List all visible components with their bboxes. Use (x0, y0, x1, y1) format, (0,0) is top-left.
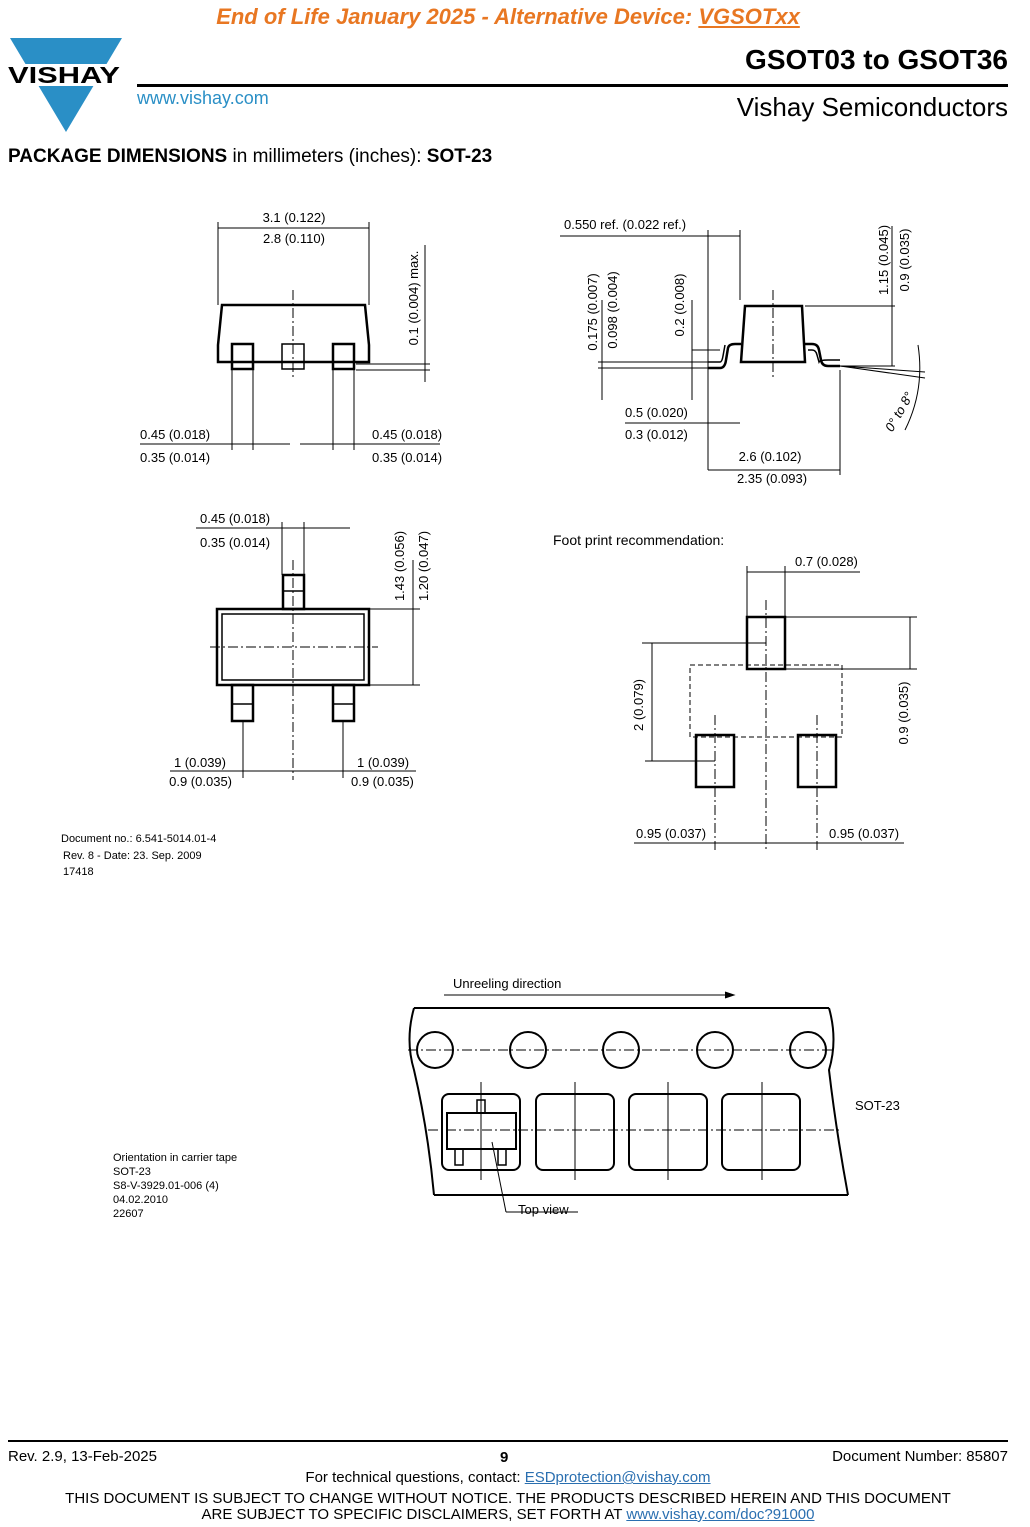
end-ref: 0.550 ref. (0.022 ref.) (564, 217, 687, 232)
logo-text: VISHAY (8, 62, 120, 88)
footer-rule (8, 1440, 1008, 1442)
top-body-min: 1.20 (0.047) (416, 530, 431, 602)
vishay-logo (8, 38, 124, 132)
tape-top-view: Top view (518, 1202, 569, 1217)
page-number: 9 (500, 1449, 509, 1466)
contact-email-link[interactable]: ESDprotection@vishay.com (524, 1469, 711, 1486)
footprint-title: Foot print recommendation: (553, 532, 725, 548)
footer-doc-number: Document Number: 85807 (832, 1448, 1008, 1465)
tape-info-date: 04.02.2010 (113, 1194, 169, 1206)
footer-contact (0, 1469, 1016, 1486)
tape-info-number: S8-V-3929.01-006 (4) (113, 1180, 219, 1192)
footer-revision: Rev. 2.9, 13-Feb-2025 (8, 1448, 157, 1465)
footer-disclaimer (0, 1491, 1016, 1523)
tape-package: SOT-23 (855, 1098, 900, 1113)
company-name: Vishay Semiconductors (736, 92, 1008, 122)
document-title: GSOT03 to GSOT36 (745, 44, 1008, 75)
end-angle: 0° to 8° (881, 389, 917, 435)
end-gauge: 0.2 (0.008) (672, 273, 687, 337)
contact-prefix: For technical questions, contact: (305, 1469, 525, 1486)
top-lead-max: 0.45 (0.018) (200, 511, 271, 526)
end-height-min: 0.9 (0.035) (897, 228, 912, 292)
top-pitch-right-min: 0.9 (0.035) (351, 774, 414, 789)
website-link[interactable]: www.vishay.com (137, 88, 269, 108)
end-foot-max: 0.5 (0.020) (625, 405, 688, 420)
side-width-max: 3.1 (0.122) (262, 210, 326, 225)
doc-info-id: 17418 (63, 866, 94, 878)
side-standoff: 0.1 (0.004) max. (406, 250, 421, 346)
footprint-view (634, 566, 917, 850)
section-heading-units: in millimeters (inches): (227, 146, 427, 167)
end-view (560, 226, 925, 475)
doc-info-number: Document no.: 6.541-5014.01-4 (61, 833, 217, 845)
disclaimer-line1: THIS DOCUMENT IS SUBJECT TO CHANGE WITHOUT NOTICE. THE PRODUCTS DESCRIBED HEREIN AND THIS DOCUMENT (65, 1490, 951, 1507)
side-lead-left-min: 0.35 (0.014) (140, 450, 211, 465)
disclaimer-link[interactable]: www.vishay.com/doc?91000 (626, 1506, 815, 1523)
end-height-max: 1.15 (0.045) (876, 224, 891, 296)
footprint-pitch-right: 0.95 (0.037) (829, 826, 900, 841)
tape-info-package: SOT-23 (113, 1166, 151, 1178)
tape-info-orientation: Orientation in carrier tape (113, 1152, 238, 1164)
carrier-tape (408, 992, 848, 1212)
end-lead-thick-min: 0.098 (0.004) (605, 271, 620, 349)
disclaimer-prefix: ARE SUBJECT TO SPECIFIC DISCLAIMERS, SET FORTH AT (201, 1506, 627, 1523)
header-rule (137, 84, 1008, 87)
tape-info-id: 22607 (113, 1208, 144, 1220)
eol-banner (0, 4, 1016, 30)
side-view (140, 222, 443, 450)
end-span-max: 2.6 (0.102) (738, 449, 802, 464)
footprint-pad-height: 0.9 (0.035) (896, 681, 911, 745)
disclaimer-line2 (0, 1507, 1016, 1523)
section-heading (8, 146, 492, 168)
doc-info-revision: Rev. 8 - Date: 23. Sep. 2009 (63, 850, 202, 862)
top-pitch-right-max: 1 (0.039) (357, 755, 410, 770)
end-span-min: 2.35 (0.093) (736, 471, 808, 486)
package-drawing (0, 180, 1030, 1250)
top-view (170, 522, 420, 780)
end-foot-min: 0.3 (0.012) (625, 427, 688, 442)
footprint-pitch-left: 0.95 (0.037) (636, 826, 707, 841)
side-lead-left-max: 0.45 (0.018) (140, 427, 211, 442)
eol-text: End of Life January 2025 - Alternative Device: (216, 4, 699, 29)
top-pitch-left-max: 1 (0.039) (173, 755, 226, 770)
end-lead-thick-max: 0.175 (0.007) (585, 273, 600, 351)
section-heading-package: SOT-23 (426, 146, 493, 167)
alternative-device-link[interactable]: VGSOTxx (698, 4, 800, 29)
top-pitch-left-min: 0.9 (0.035) (169, 774, 232, 789)
footprint-pad-width: 0.7 (0.028) (795, 554, 858, 569)
top-body-max: 1.43 (0.056) (392, 530, 407, 602)
side-width-min: 2.8 (0.110) (263, 231, 325, 246)
side-lead-right-max: 0.45 (0.018) (372, 427, 443, 442)
tape-direction: Unreeling direction (453, 976, 562, 991)
side-lead-right-min: 0.35 (0.014) (372, 450, 443, 465)
section-heading-bold: PACKAGE DIMENSIONS (8, 146, 228, 167)
footprint-height: 2 (0.079) (631, 678, 646, 732)
top-lead-min: 0.35 (0.014) (200, 535, 271, 550)
